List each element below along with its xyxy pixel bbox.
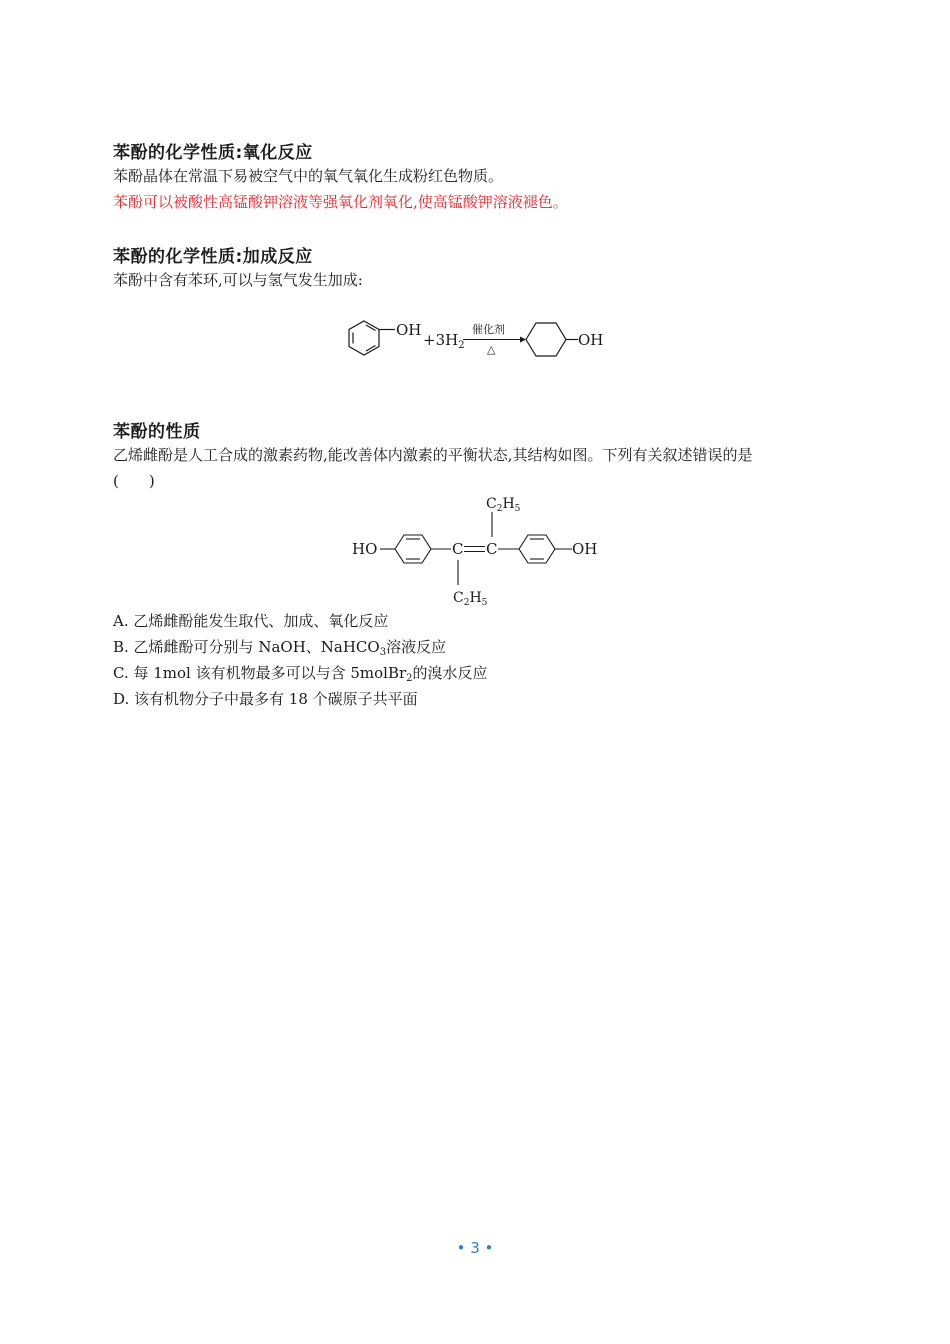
cyclohexanol-oh-label: OH	[578, 331, 604, 349]
alkene-carbon-1: C	[452, 540, 464, 558]
top-ethyl-group: $C_2H_5$	[486, 496, 521, 514]
option-a: A. 乙烯雌酚能发生取代、加成、氧化反应	[113, 612, 389, 630]
paragraph-oxidation-air: 苯酚晶体在常温下易被空气中的氧气氧化生成粉红色物质。	[113, 167, 504, 185]
diethylstilbestrol-structure	[340, 490, 620, 608]
bottom-ethyl-group: $C_2H_5$	[453, 590, 488, 608]
ho-label: HO	[352, 540, 378, 558]
section-heading-oxidation: 苯酚的化学性质:氧化反应	[113, 143, 313, 163]
page-number: • 3 •	[456, 1239, 494, 1257]
section-heading-properties: 苯酚的性质	[113, 422, 201, 442]
catalyst-label: 催化剂	[472, 323, 505, 336]
question-stem: 乙烯雌酚是人工合成的激素药物,能改善体内激素的平衡状态,其结构如图。下列有关叙述错误的是	[113, 446, 753, 464]
paragraph-oxidation-kmno4: 苯酚可以被酸性高锰酸钾溶液等强氧化剂氧化,使高锰酸钾溶液褪色。	[113, 193, 568, 211]
left-benzene-ring-icon	[395, 535, 431, 563]
hydrogen-reagent: $+3H_2$	[423, 331, 465, 351]
paragraph-addition: 苯酚中含有苯环,可以与氢气发生加成:	[113, 271, 363, 289]
hydrogenation-equation	[340, 312, 620, 368]
alkene-carbon-2: C	[486, 540, 498, 558]
oh-label: OH	[572, 540, 598, 558]
phenol-oh-label: OH	[396, 321, 422, 339]
section-heading-addition: 苯酚的化学性质:加成反应	[113, 247, 313, 267]
cyclohexane-ring-icon	[526, 323, 578, 356]
heat-condition-label: △	[487, 343, 496, 356]
answer-blank: ( )	[113, 472, 155, 490]
option-c: C. 每 1mol 该有机物最多可以与含 5molBr$_2$的溴水反应	[113, 664, 488, 684]
benzene-ring-icon	[349, 321, 395, 355]
option-d: D. 该有机物分子中最多有 18 个碳原子共平面	[113, 690, 418, 708]
right-benzene-ring-icon	[519, 535, 555, 563]
option-b: B. 乙烯雌酚可分别与 NaOH、NaHCO$_3$溶液反应	[113, 638, 447, 658]
